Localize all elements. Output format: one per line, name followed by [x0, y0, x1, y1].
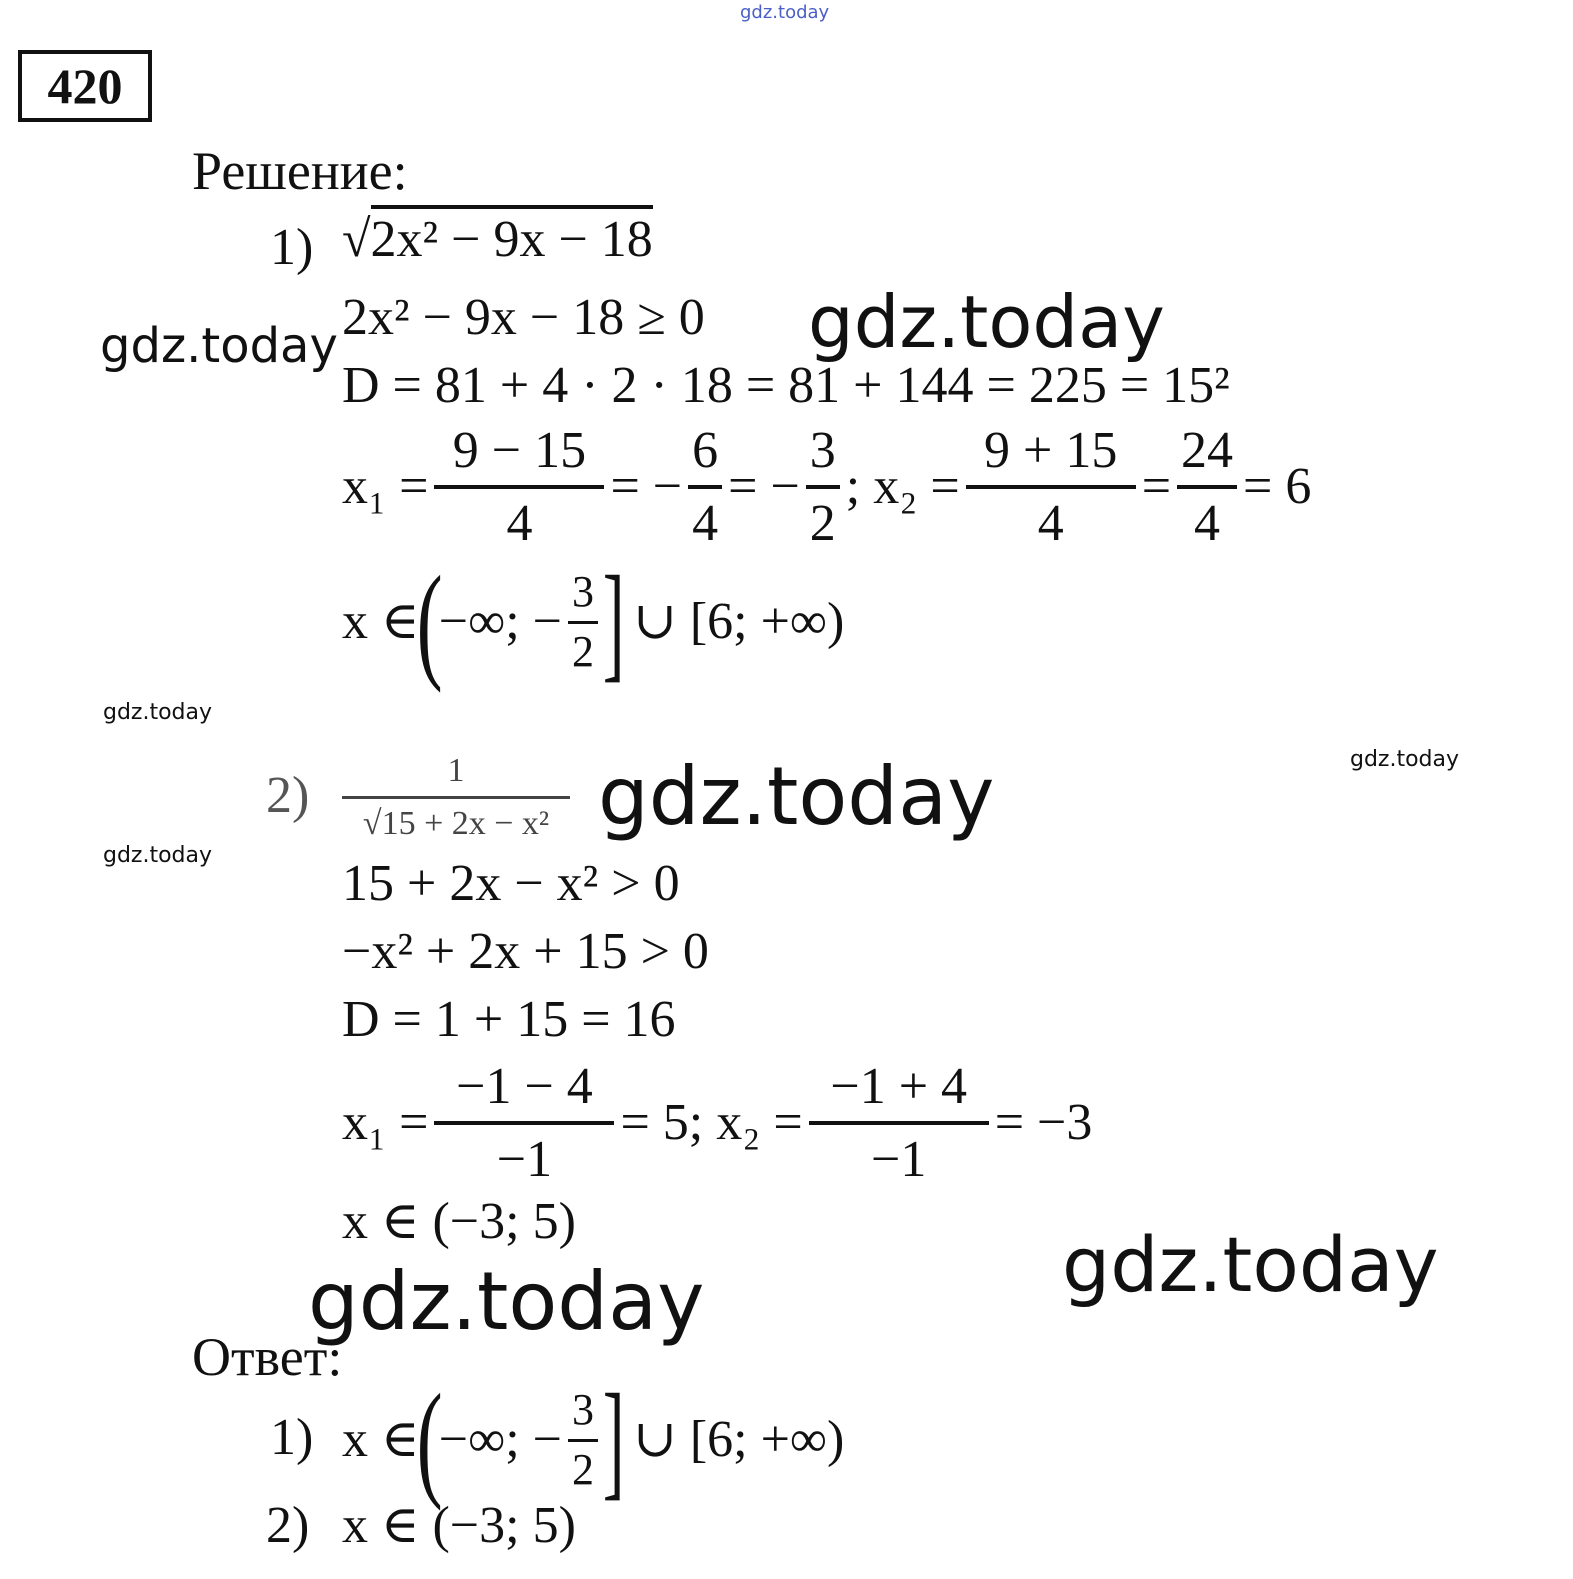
- interval-inner: −∞; −: [438, 1411, 562, 1468]
- fraction: [434, 422, 604, 552]
- part2-fraction: [342, 752, 570, 843]
- watermark: gdz.today: [808, 280, 1165, 364]
- denominator: 4: [1037, 495, 1064, 552]
- fraction-bar: [966, 485, 1136, 489]
- numerator: 9 + 15: [984, 421, 1118, 479]
- x2-label: ; x₂ =: [845, 458, 960, 515]
- denominator: −1: [496, 1131, 553, 1188]
- answer-1: [342, 1368, 845, 1512]
- radicand: 15 + 2x − x²: [381, 805, 550, 842]
- numerator: 3: [809, 421, 836, 479]
- answer-2-label: 2): [266, 1497, 310, 1554]
- radicand: 2x² − 9x − 18: [371, 205, 653, 268]
- part2-label: 2): [266, 767, 310, 824]
- watermark: gdz.today: [1350, 747, 1460, 772]
- denominator: 4: [506, 495, 533, 552]
- task-number: 420: [18, 50, 152, 122]
- denominator: 4: [1194, 495, 1221, 552]
- result: = −3: [994, 1094, 1093, 1151]
- interval-prefix: x ∈: [342, 593, 420, 650]
- denominator: −1: [871, 1131, 927, 1188]
- denominator: 4: [692, 495, 719, 552]
- part1-label: 1): [270, 219, 314, 276]
- denominator: 2: [809, 495, 836, 552]
- numerator: 9 − 15: [452, 421, 587, 479]
- watermark: gdz.today: [103, 843, 213, 868]
- part2-discriminant: D = 1 + 15 = 16: [342, 991, 676, 1048]
- fraction: [568, 1386, 598, 1494]
- fraction-bar: [809, 1121, 989, 1125]
- fraction-bar: [434, 1121, 614, 1125]
- fraction-bar: [688, 485, 722, 489]
- interval-suffix: ∪ [6; +∞): [633, 1411, 845, 1468]
- part1-discriminant: D = 81 + 4 · 2 · 18 = 81 + 144 = 225 = 15²: [342, 357, 1230, 414]
- watermark-top: gdz.today: [740, 2, 830, 23]
- part1-root-expression: [342, 211, 653, 268]
- numerator: 6: [692, 421, 719, 479]
- denominator: √15 + 2x − x²: [362, 805, 550, 842]
- fraction: [809, 1058, 989, 1188]
- numerator: 3: [571, 1385, 594, 1435]
- equals: =: [1141, 458, 1172, 515]
- fraction-bar: [568, 621, 598, 624]
- denominator: 2: [571, 626, 594, 676]
- watermark: gdz.today: [1062, 1220, 1439, 1309]
- answer-2: x ∈ (−3; 5): [342, 1497, 576, 1554]
- numerator: 24: [1181, 421, 1234, 479]
- fraction-bar: [342, 796, 570, 799]
- fraction-bar: [1177, 485, 1237, 489]
- part2-interval: x ∈ (−3; 5): [342, 1193, 576, 1250]
- watermark: gdz.today: [100, 318, 338, 374]
- sqrt-sign: √: [342, 211, 371, 268]
- numerator: 1: [447, 752, 465, 789]
- part1-roots: [342, 422, 1311, 552]
- fraction: [806, 422, 840, 552]
- watermark: gdz.today: [103, 700, 213, 725]
- part2-roots: [342, 1058, 1092, 1188]
- fraction: [568, 568, 598, 676]
- interval-inner: −∞; −: [438, 593, 562, 650]
- left-paren: (: [416, 1368, 443, 1512]
- x2-label: = 5; x₂ =: [620, 1094, 803, 1151]
- interval-prefix: x ∈: [342, 1411, 420, 1468]
- fraction: [1177, 422, 1237, 552]
- solution-heading: Решение:: [192, 141, 408, 201]
- fraction: [434, 1058, 614, 1188]
- denominator: 2: [571, 1444, 594, 1494]
- fraction-bar: [806, 485, 840, 489]
- x1-label: x₁ =: [342, 1094, 429, 1151]
- part2-inequality-1: 15 + 2x − x² > 0: [342, 855, 680, 912]
- answer-heading: Ответ:: [192, 1327, 343, 1387]
- part1-interval: [342, 550, 845, 694]
- answer-1-label: 1): [270, 1409, 314, 1466]
- fraction-bar: [434, 485, 604, 489]
- equals: = −: [728, 458, 800, 515]
- part1-inequality: 2x² − 9x − 18 ≥ 0: [342, 289, 705, 346]
- interval-suffix: ∪ [6; +∞): [633, 593, 845, 650]
- fraction: [688, 422, 722, 552]
- fraction-bar: [568, 1439, 598, 1442]
- equals: = −: [610, 458, 683, 515]
- fraction: [966, 422, 1136, 552]
- watermark: gdz.today: [598, 750, 995, 843]
- right-bracket: ]: [602, 550, 625, 694]
- result: = 6: [1243, 458, 1312, 515]
- part2-inequality-2: −x² + 2x + 15 > 0: [342, 923, 709, 980]
- right-bracket: ]: [602, 1368, 625, 1512]
- left-paren: (: [416, 550, 443, 694]
- numerator: −1 + 4: [830, 1057, 968, 1115]
- x1-label: x₁ =: [342, 458, 429, 515]
- watermark: gdz.today: [308, 1255, 705, 1348]
- numerator: −1 − 4: [456, 1057, 593, 1115]
- numerator: 3: [571, 567, 594, 617]
